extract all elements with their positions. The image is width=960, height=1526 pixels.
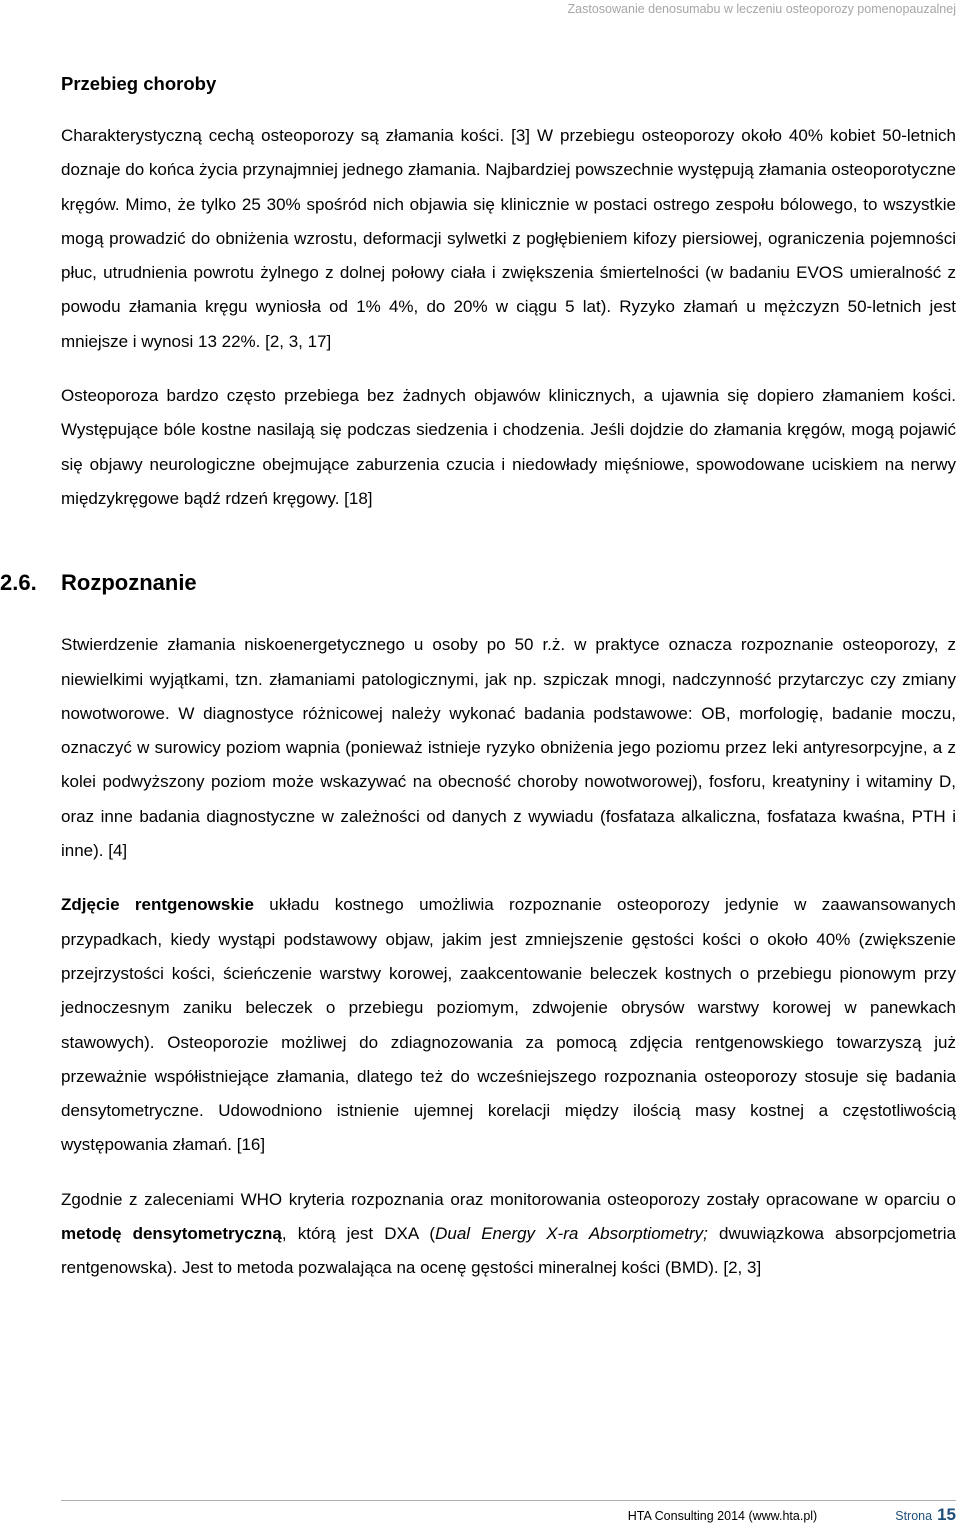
running-header: Zastosowanie denosumabu w leczeniu osteoporozy pomenopauzalnej: [567, 2, 956, 16]
paragraph-przebieg-1: Charakterystyczną cechą osteoporozy są złamania kości. [3] W przebiegu osteoporozy około 40% kobiet 50-letnich doznaje do końca życia przynajmniej jednego złamania. Najbardziej powszechnie występują złamania osteoporotyczne kręgów. Mimo, że tylko 25 30% spośród nich objawia się klinicznie w postaci ostrego zespołu bólowego, to wszystkie mogą prowadzić do obniżenia wzrostu, deformacji sylwetki z pogłębieniem kifozy piersiowej, ograniczenia pojemności płuc, utrudnienia powrotu żylnego z dolnej połowy ciała i zwiększenia śmiertelności (w badaniu EVOS umieralność z powodu złamania kręgu wyniosła od 1% 4%, do 20% w ciągu 5 lat). Ryzyko złamań u mężczyzn 50-letnich jest mniejsze i wynosi 13 22%. [2, 3, 17]: [61, 126, 956, 351]
bold-term-xray: Zdjęcie rentgenowskie: [61, 895, 254, 915]
section-heading-rozpoznanie: [0, 568, 956, 598]
footer-page-label: Strona: [895, 1509, 933, 1523]
paragraph-rozpoznanie-1: Stwierdzenie złamania niskoenergetycznego u osoby po 50 r.ż. w praktyce oznacza rozpoznanie osteoporozy, z niewielkimi wyjątkami, tzn. złamaniami patologicznymi, jak np. szpiczak mnogi, nadczynność przytarczyc czy zmiany nowotworowe. W diagnostyce różnicowej należy wykonać badania podstawowe: OB, morfologię, badanie moczu, oznaczyć w surowicy poziom wapnia (ponieważ istnieje ryzyko obniżenia jego poziomu przez leki antyresorpcyjne, a z kolei podwyższony poziom może wskazywać na obecność choroby nowotworowej), fosforu, kreatyniny i witaminy D, oraz inne badania diagnostyczne w zależności od danych z wywiadu (fosfataza alkaliczna, fosfataza kwaśna, PTH i inne). [4]: [61, 635, 956, 861]
page-footer: [61, 1500, 956, 1525]
section-number: 2.6.: [0, 570, 37, 596]
paragraph-rozpoznanie-2: [61, 888, 956, 1162]
footer-company: HTA Consulting 2014 (www.hta.pl): [627, 1509, 818, 1523]
paragraph-przebieg-2: Osteoporoza bardzo często przebiega bez żadnych objawów klinicznych, a ujawnia się dopiero złamaniem kości. Występujące bóle kostne nasilają się podczas siedzenia i chodzenia. Jeśli dojdzie do złamania kręgów, mogą pojawić się objawy neurologiczne obejmujące zaburzenia czucia i niedowłady mięśniowe, spowodowane uciskiem na nerwy międzykręgowe bądź rdzeń kręgowy. [18]: [61, 386, 956, 508]
subheading-przebieg-choroby: Przebieg choroby: [61, 73, 217, 94]
footer-page-number: 15: [937, 1505, 956, 1524]
paragraph-rozpoznanie-3-text-a: Zgodnie z zaleceniami WHO kryteria rozpoznania oraz monitorowania osteoporozy zostały opracowane w oparciu o: [61, 1189, 956, 1209]
italic-term-dxa: Dual Energy X-ra Absorptiometry;: [435, 1224, 708, 1244]
section-title: Rozpoznanie: [61, 570, 197, 596]
paragraph-rozpoznanie-3-text-b: , którą jest DXA (: [281, 1224, 436, 1244]
bold-term-densitometry: metodę densytometryczną: [61, 1224, 282, 1244]
page-content: [0, 70, 956, 1306]
paragraph-rozpoznanie-3: [61, 1183, 956, 1286]
paragraph-rozpoznanie-3-text-c: dwuwiązkowa absorpcjometria rentgenowska). Jest to metoda pozwalająca na ocenę gęstości mineralnej kości (BMD). [2, 3]: [61, 1224, 956, 1278]
paragraph-rozpoznanie-2-text: układu kostnego umożliwia rozpoznanie osteoporozy jedynie w zaawansowanych przypadkach, kiedy wystąpi podstawowy objaw, jakim jest zmniejszenie gęstości kości o około 40% (zwiększenie przejrzystości kości, ścieńczenie warstwy korowej, zaakcentowanie beleczek kostnych o przebiegu pionowym przy jednoczesnym zaniku beleczek o przebiegu poziomym, zdwojenie obrysów warstwy korowej w panewkach stawowych). Osteoporozie możliwej do zdiagnozowania za pomocą zdjęcia rentgenowskiego towarzyszą już przeważnie współistniejące złamania, dlatego też do wcześniejszego rozpoznania osteoporozy stosuje się badania densytometryczne. Udowodniono istnienie ujemnej korelacji między ilością masy kostnej a częstotliwością występowania złamań. [16]: [61, 895, 956, 1155]
